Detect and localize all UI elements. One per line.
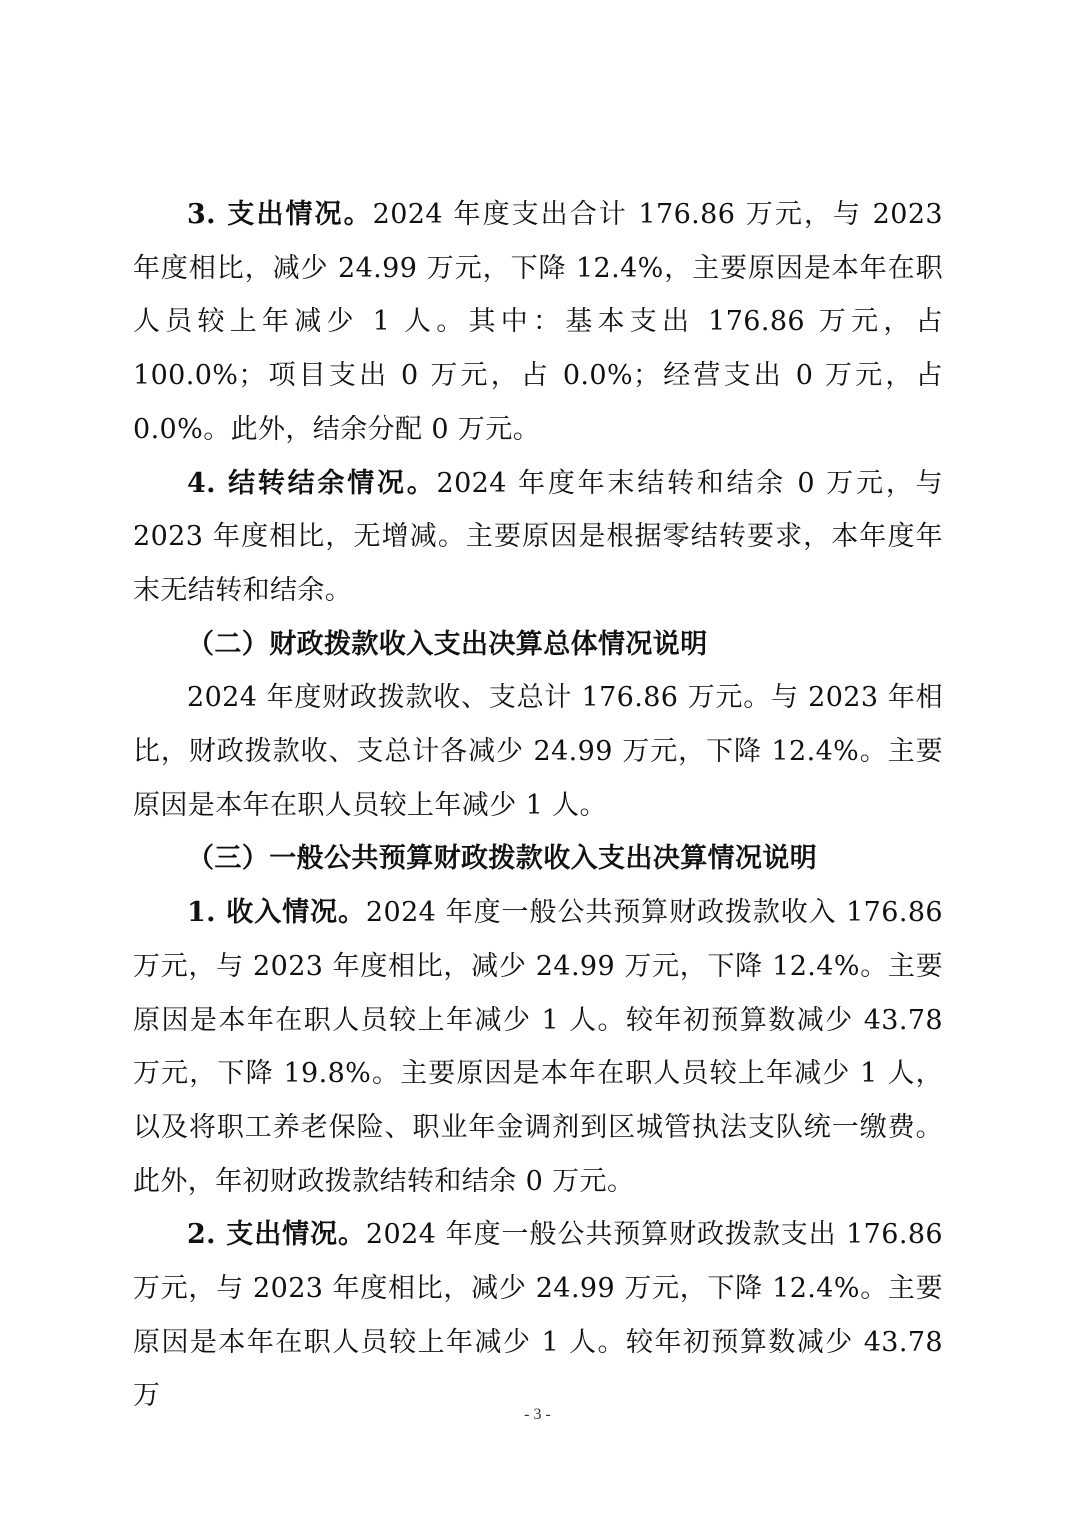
paragraph-text: 2024 年度支出合计 176.86 万元，与 2023 年度相比，减少 24.99 万元，下降 12.4%，主要原因是本年在职人员较上年减少 1 人。其中：基本支出 176.86 万元，占 100.0%；项目支出 0 万元，占 0.0%；经营支出 0 万元，占 0.0%。此外，结余分配 0 万元。 [133,199,943,445]
paragraph-lead: 2. 支出情况。 [187,1219,366,1251]
paragraph-lead: 1. 收入情况。 [187,897,366,929]
paragraph-fiscal-total [133,671,943,832]
page-number: - 3 - [524,1406,551,1423]
paragraph-expenditure [133,188,943,457]
paragraph-lead: 4. 结转结余情况。 [187,467,437,499]
paragraph-carryover [133,457,943,618]
section-heading-3: （三）一般公共预算财政拨款收入支出决算情况说明 [187,843,818,875]
paragraph-lead: 3. 支出情况。 [187,199,373,230]
document-page [133,188,943,1423]
paragraph-text: 2024 年度一般公共预算财政拨款支出 176.86 万元，与 2023 年度相比，减少 24.99 万元，下降 12.4%。主要原因是本年在职人员较上年减少 1 人。较年初预算数减少 43.78 万 [133,1219,943,1412]
paragraph-text: 2024 年度财政拨款收、支总计 176.86 万元。与 2023 年相比，财政拨款收、支总计各减少 24.99 万元，下降 12.4%。主要原因是本年在职人员较上年减少 1 人。 [133,682,943,821]
paragraph-general-expenditure [133,1208,943,1423]
paragraph-text: 2024 年度年末结转和结余 0 万元，与 2023 年度相比，无增减。主要原因是根据零结转要求，本年度年末无结转和结余。 [133,467,943,606]
paragraph-income [133,886,943,1208]
paragraph-text: 2024 年度一般公共预算财政拨款收入 176.86 万元，与 2023 年度相比，减少 24.99 万元，下降 12.4%。主要原因是本年在职人员较上年减少 1 人。较年初预算数减少 43.78 万元，下降 19.8%。主要原因是本年在职人员较上年减少 1 人，以及将职工养老保险、职业年金调剂到区城管执法支队统一缴费。此外，年初财政拨款结转和结余 0 万元。 [133,897,943,1197]
section-heading-2: （二）财政拨款收入支出决算总体情况说明 [187,628,708,660]
